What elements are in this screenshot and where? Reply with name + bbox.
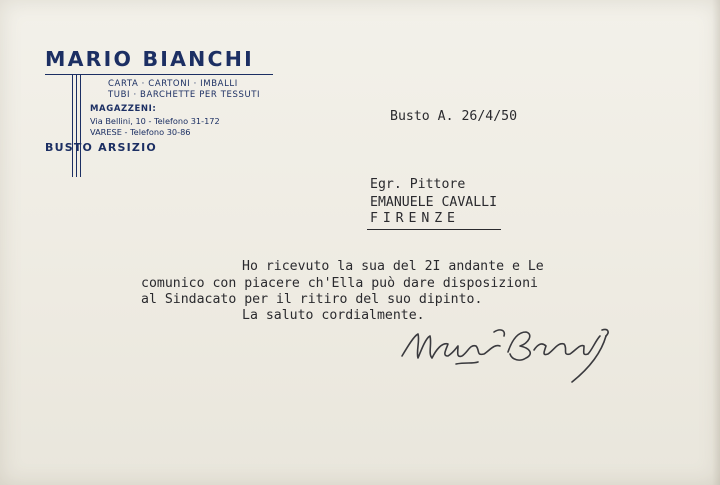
letter-body-line: al Sindacato per il ritiro del suo dipinto. bbox=[141, 292, 483, 307]
letterhead-address: VARESE - Telefono 30-86 bbox=[90, 127, 191, 137]
letterhead-vertical-bar bbox=[80, 74, 81, 177]
letter-dateline: Busto A. 26/4/50 bbox=[390, 109, 518, 124]
letterhead-vertical-bar bbox=[76, 74, 77, 177]
recipient-salutation: Egr. Pittore bbox=[370, 177, 466, 192]
letter-body-line: Ho ricevuto la sua del 2I andante e Le bbox=[242, 259, 544, 274]
letterhead-products-line: TUBI · BARCHETTE PER TESSUTI bbox=[108, 90, 261, 100]
handwritten-signature bbox=[396, 318, 626, 390]
letter-closing: La saluto cordialmente. bbox=[242, 308, 425, 323]
letterhead-products-line: CARTA · CARTONI · IMBALLI bbox=[108, 79, 238, 89]
letterhead-warehouses-label: MAGAZZENI: bbox=[90, 104, 157, 114]
letterhead-company-name: MARIO BIANCHI bbox=[45, 47, 254, 71]
letterhead-address: Via Bellini, 10 - Telefono 31-172 bbox=[90, 116, 220, 126]
recipient-city-underline bbox=[367, 229, 501, 230]
letterhead-vertical-bar bbox=[72, 74, 73, 177]
letter-body-line: comunico con piacere ch'Ella può dare disposizioni bbox=[141, 276, 538, 291]
recipient-city: FIRENZE bbox=[370, 211, 460, 226]
letterhead-city: BUSTO ARSIZIO bbox=[45, 141, 157, 154]
recipient-name: EMANUELE CAVALLI bbox=[370, 195, 498, 210]
paper-edge-shadow bbox=[712, 0, 720, 485]
